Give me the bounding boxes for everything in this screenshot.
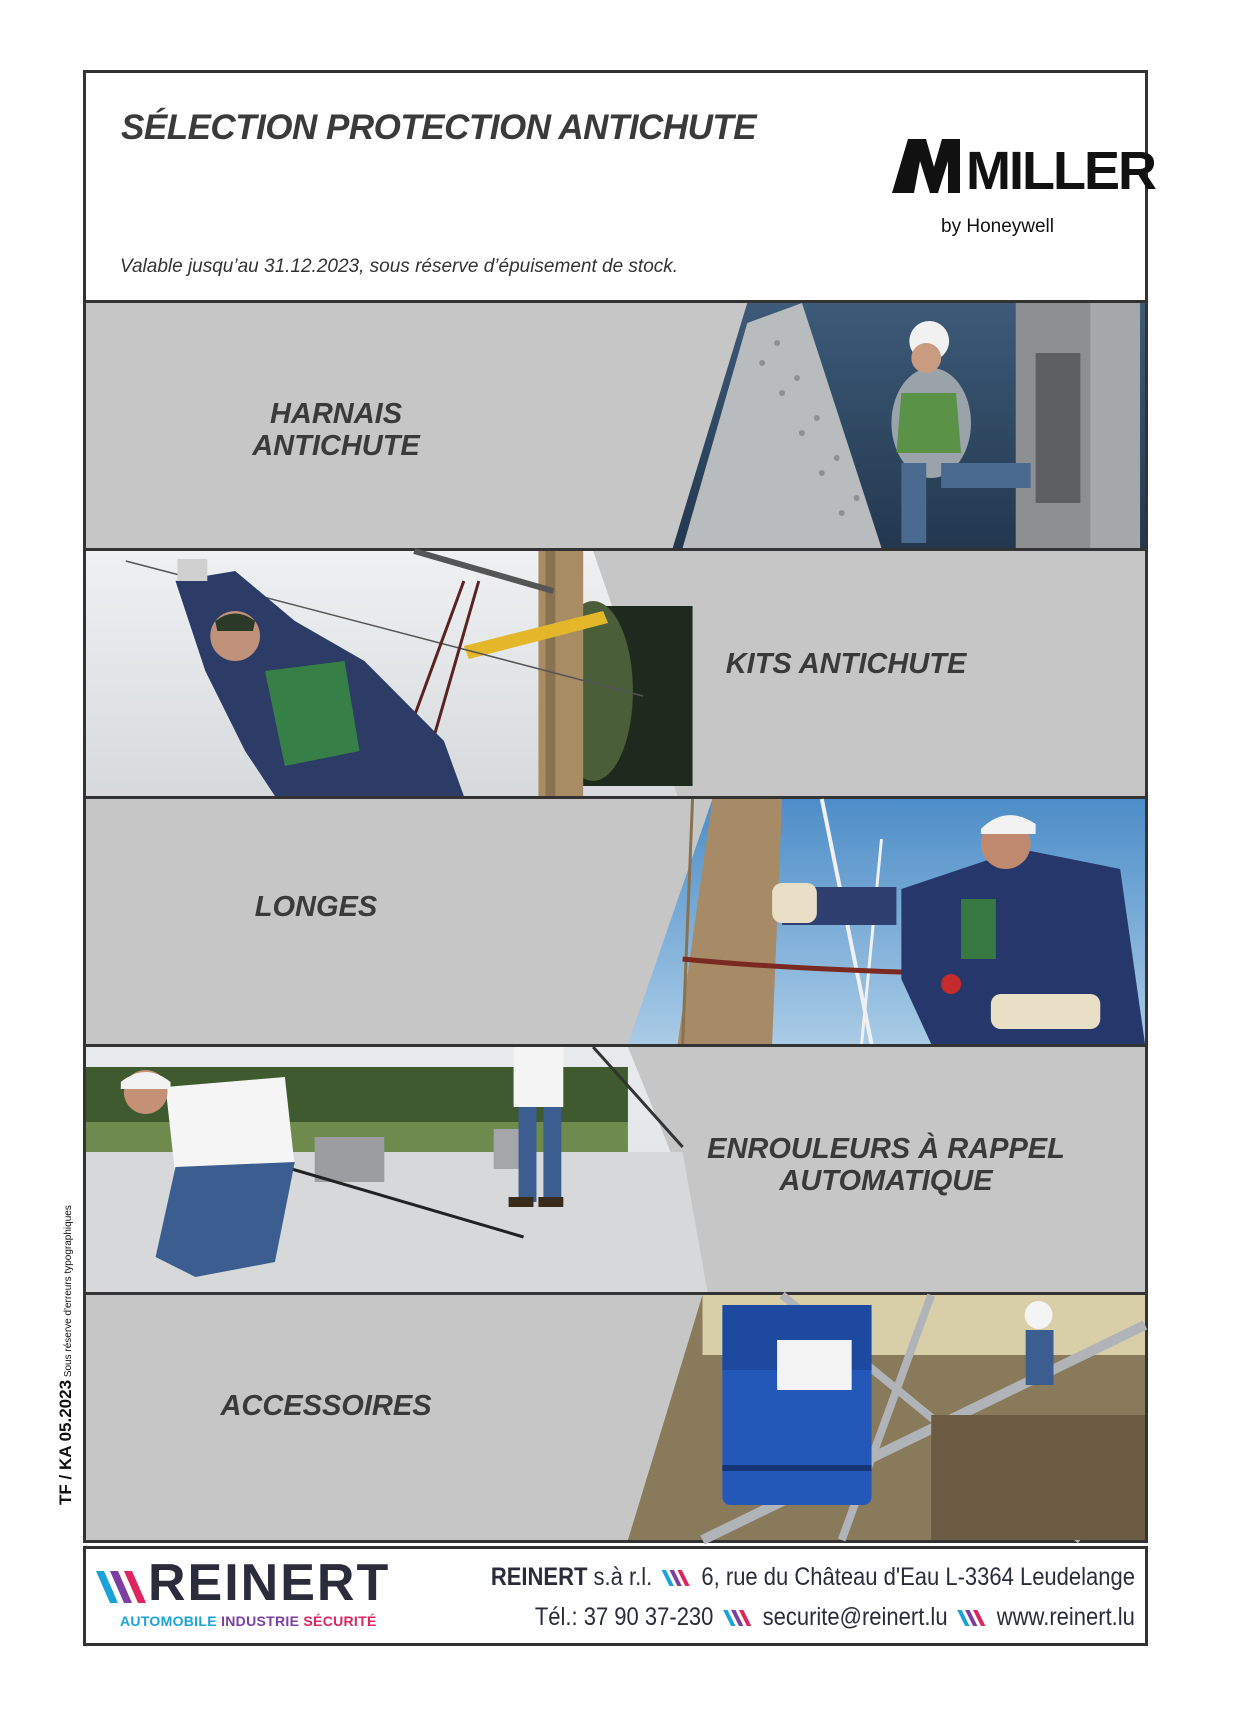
miller-logo-mark (886, 131, 1155, 201)
reinert-logo-text: REINERT (148, 1554, 391, 1612)
section-label-enrouleurs (676, 1133, 1096, 1198)
company-email[interactable]: securite@reinert.lu (762, 1603, 948, 1631)
separator-stripes-icon (957, 1608, 987, 1628)
honeywell-tagline: by Honeywell (941, 216, 1054, 237)
section-longes[interactable] (83, 799, 1148, 1044)
section-label-longes: LONGES (254, 891, 378, 923)
company-address: 6, rue du Château d'Eau L-3364 Leudelange (701, 1563, 1135, 1591)
reinert-tagline (120, 1613, 377, 1629)
validity-note: Valable jusqu’au 31.12.2023, sous réserve d’épuisement de stock. (120, 256, 679, 277)
section-harnais[interactable] (83, 303, 1148, 548)
section-label-accessoires: ACCESSOIRES (220, 1390, 432, 1422)
section-label-enrouleurs-line2: AUTOMATIQUE (779, 1165, 993, 1198)
tagline-automobile: AUTOMOBILE (120, 1613, 217, 1629)
section-enrouleurs[interactable] (83, 1047, 1148, 1292)
company-website[interactable]: www.reinert.lu (996, 1603, 1135, 1631)
company-form: s.à r.l. (593, 1563, 653, 1591)
separator-stripes-icon (662, 1568, 692, 1588)
section-label-enrouleurs-line1: ENROULEURS À RAPPEL (707, 1133, 1065, 1165)
section-accessoires[interactable] (83, 1295, 1148, 1543)
page-title: SÉLECTION PROTECTION ANTICHUTE (121, 108, 757, 147)
miller-wordmark: MILLER (966, 141, 1155, 201)
separator-stripes-icon (723, 1608, 753, 1628)
document-reference: TF / KA 05.2023 (56, 1379, 75, 1505)
header-box (83, 70, 1155, 303)
typo-disclaimer: Sous réserve d'erreurs typographiques (63, 1205, 74, 1378)
tagline-industrie: INDUSTRIE (221, 1613, 300, 1629)
company-address-line (491, 1563, 1135, 1592)
company-contact-line (535, 1603, 1135, 1632)
company-name: REINERT (490, 1563, 588, 1591)
footer-box (83, 1546, 1148, 1646)
company-phone[interactable]: Tél.: 37 90 37-230 (534, 1603, 714, 1631)
miller-logo (886, 131, 1155, 206)
section-label-kits: KITS ANTICHUTE (725, 648, 967, 680)
reinert-stripes-icon (96, 1567, 156, 1607)
side-reference-note (56, 1205, 76, 1505)
section-label-harnais: HARNAIS ANTICHUTE (252, 398, 420, 463)
tagline-securite: SÉCURITÉ (303, 1613, 377, 1629)
section-kits[interactable] (83, 551, 1148, 796)
